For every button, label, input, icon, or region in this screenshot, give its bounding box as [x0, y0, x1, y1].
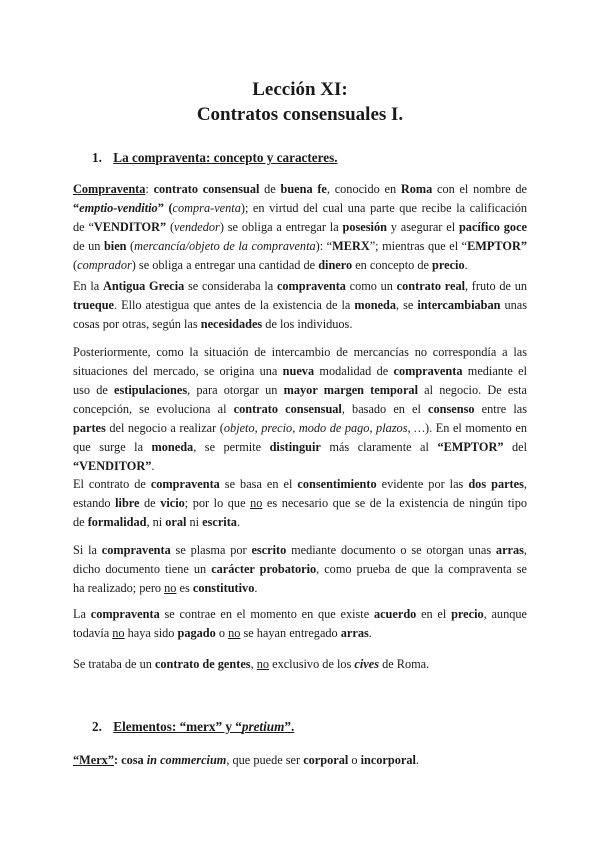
text: es necesario que se de la existencia de ningún tipo	[262, 496, 527, 510]
term: carácter probatorio	[211, 562, 317, 576]
text: El contrato de	[73, 477, 151, 491]
term: oral	[165, 515, 187, 529]
term: in commercium	[146, 753, 227, 767]
text: compra-venta	[172, 201, 241, 215]
text: concepción, se evoluciona al	[73, 402, 234, 416]
text: no	[112, 626, 125, 640]
term: mayor margen temporal	[283, 383, 418, 397]
text: de	[73, 515, 88, 529]
term: posesión	[342, 220, 387, 234]
term: formalidad	[87, 515, 147, 529]
text: como un	[345, 279, 397, 293]
term: contrato consensual	[153, 182, 260, 196]
section-heading-2	[92, 719, 294, 735]
text: mercancía/objeto de la compraventa	[134, 239, 316, 253]
text: o	[348, 753, 361, 767]
text: , como prueba de que la compraventa se	[316, 562, 528, 576]
term: emptio-venditio	[79, 201, 158, 215]
term: arras	[340, 626, 369, 640]
text: es	[176, 581, 193, 595]
text: no	[256, 657, 270, 671]
text: :	[145, 182, 154, 196]
section-title-part: ”.	[284, 719, 295, 734]
lesson-title: Lección XI:	[252, 79, 348, 100]
section-title: La compraventa: concepto y caracteres.	[113, 150, 338, 165]
text: “	[73, 201, 80, 215]
term: acuerdo	[373, 607, 417, 621]
term: compraventa	[90, 607, 160, 621]
term: nueva	[282, 364, 315, 378]
term: bien	[103, 239, 127, 253]
text: al negocio. De esta	[417, 383, 527, 397]
text: , aunque	[483, 607, 527, 621]
text: del	[503, 440, 527, 454]
text: Si la	[73, 543, 102, 557]
text: no	[164, 581, 177, 595]
section-title	[113, 719, 294, 734]
text: exclusivo de los	[269, 657, 355, 671]
text: entre las	[474, 402, 527, 416]
term: dos partes	[468, 477, 524, 491]
paragraph-escrito	[73, 541, 527, 598]
text: ) se obliga a entregar una cantidad de	[131, 258, 319, 272]
text: se consideraba la	[184, 279, 277, 293]
text: de Roma.	[379, 657, 430, 671]
text: objeto, precio, modo de pago, plazos, …	[223, 421, 426, 435]
text: se hayan entregado	[240, 626, 341, 640]
text: vendedor	[174, 220, 220, 234]
term: compraventa	[393, 364, 463, 378]
term: EMPTOR”	[467, 239, 527, 253]
term: precio	[451, 607, 484, 621]
text: se basa en el	[219, 477, 298, 491]
text: unas	[500, 298, 528, 312]
paragraph-posteriormente	[73, 343, 527, 476]
term: compraventa	[101, 543, 171, 557]
text: de	[259, 182, 281, 196]
text: de un	[73, 239, 104, 253]
text: mediante documento o se otorgan unas	[286, 543, 496, 557]
term: incorporal	[360, 753, 416, 767]
term: pagado	[177, 626, 216, 640]
text: En la	[73, 279, 103, 293]
section-heading-1	[92, 150, 338, 166]
term: necesidades	[200, 317, 263, 331]
text: estando	[73, 496, 116, 510]
term: trueque	[73, 298, 114, 312]
text: ); en virtud del cual una parte que recibe la calificación	[240, 201, 527, 215]
text: uso de	[73, 383, 115, 397]
term: libre	[115, 496, 140, 510]
text: ,	[523, 477, 527, 491]
term: “VENDITOR”	[73, 459, 152, 473]
text: modalidad de	[314, 364, 394, 378]
text: . Ello atestigua que antes de la existencia de la	[114, 298, 355, 312]
text: o	[215, 626, 229, 640]
lesson-subtitle: Contratos consensuales I.	[196, 104, 404, 125]
term: vicio	[160, 496, 185, 510]
term: partes	[73, 421, 106, 435]
paragraph-consentimiento	[73, 475, 527, 532]
term: buena fe	[280, 182, 327, 196]
term: cosa	[121, 753, 147, 767]
term: escrito	[251, 543, 287, 557]
term: estipulaciones	[114, 383, 188, 397]
text: en concepto de	[352, 258, 433, 272]
text: Posteriormente, como la situación de intercambio de mercancías no correspondía a las	[73, 345, 527, 359]
text: todavía	[73, 626, 113, 640]
paragraph-antigua-grecia	[73, 277, 527, 334]
term: “Merx”	[73, 753, 114, 767]
text: más claramente al	[320, 440, 438, 454]
term: Antigua Grecia	[102, 279, 185, 293]
term: pacífico goce	[458, 220, 527, 234]
text: , fruto de un	[465, 279, 527, 293]
text: situaciones del mercado, se origina una	[73, 364, 283, 378]
text: .	[368, 626, 372, 640]
text: ): “	[315, 239, 333, 253]
term: consenso	[428, 402, 475, 416]
term: intercambiaban	[417, 298, 501, 312]
term: contrato real	[396, 279, 466, 293]
text: (	[126, 239, 135, 253]
text: (	[73, 258, 78, 272]
section-number: 2.	[92, 719, 102, 734]
text: , ni	[146, 515, 166, 529]
text: cosas por otras, según las	[73, 317, 201, 331]
term: Compraventa	[73, 182, 146, 196]
text: se plasma por	[170, 543, 252, 557]
text: ni	[186, 515, 203, 529]
term: constitutivo	[192, 581, 255, 595]
text: , conocido en	[326, 182, 401, 196]
text: mediante el	[462, 364, 527, 378]
text: no	[250, 496, 263, 510]
text: ,	[250, 657, 257, 671]
text: haya sido	[124, 626, 178, 640]
paragraph-merx	[73, 751, 527, 770]
term: arras	[495, 543, 524, 557]
text: que surge la	[73, 440, 152, 454]
text: de “	[73, 220, 94, 234]
text: ) se obliga a entregar la	[219, 220, 343, 234]
term: moneda	[151, 440, 194, 454]
text: y asegurar el	[386, 220, 459, 234]
term: moneda	[354, 298, 397, 312]
text: (	[166, 220, 175, 234]
term: Roma	[400, 182, 433, 196]
section-title-italic: pretium	[241, 719, 285, 734]
term: precio	[432, 258, 465, 272]
term: dinero	[318, 258, 353, 272]
text: comprador	[77, 258, 132, 272]
text: ). En el momento en	[425, 421, 527, 435]
term: distinguir	[269, 440, 321, 454]
text: .	[464, 258, 468, 272]
text: .	[236, 515, 241, 529]
paragraph-compraventa-definition	[73, 180, 527, 275]
text: no	[228, 626, 241, 640]
text: ” (	[157, 201, 173, 215]
text: de los individuos.	[262, 317, 353, 331]
text: .	[254, 581, 258, 595]
text: ”; mientras que el “	[369, 239, 468, 253]
text: del negocio a realizar (	[105, 421, 224, 435]
term: cives	[354, 657, 379, 671]
text: en el	[416, 607, 452, 621]
section-number: 1.	[92, 150, 102, 165]
text: dicho documento tiene un	[73, 562, 212, 576]
text: con el nombre de	[432, 182, 527, 196]
text: .	[415, 753, 419, 767]
term: contrato consensual	[233, 402, 342, 416]
text: evidente por las	[376, 477, 469, 491]
term: compraventa	[276, 279, 346, 293]
term: compraventa	[150, 477, 220, 491]
section-title-part: Elementos: “merx” y “	[113, 719, 242, 734]
text: :	[113, 753, 122, 767]
text: La	[73, 607, 91, 621]
term: VENDITOR”	[93, 220, 167, 234]
text: de	[139, 496, 161, 510]
text: ; por lo que	[184, 496, 251, 510]
text: , se permite	[193, 440, 270, 454]
text: .	[151, 459, 155, 473]
term: “EMPTOR”	[437, 440, 504, 454]
text: ,	[523, 543, 527, 557]
term: contrato de gentes	[154, 657, 251, 671]
text: Se trataba de un	[73, 657, 155, 671]
text: ha realizado; pero	[73, 581, 165, 595]
text: , para otorgar un	[187, 383, 284, 397]
text: , se	[396, 298, 418, 312]
paragraph-acuerdo	[73, 605, 527, 643]
term: escrita	[202, 515, 237, 529]
text: se contrae en el momento en que existe	[159, 607, 374, 621]
term: corporal	[303, 753, 349, 767]
term: consentimiento	[297, 477, 377, 491]
text: , que puede ser	[226, 753, 304, 767]
text: , basado en el	[341, 402, 429, 416]
paragraph-contrato-de-gentes	[73, 655, 527, 674]
term: MERX	[332, 239, 370, 253]
